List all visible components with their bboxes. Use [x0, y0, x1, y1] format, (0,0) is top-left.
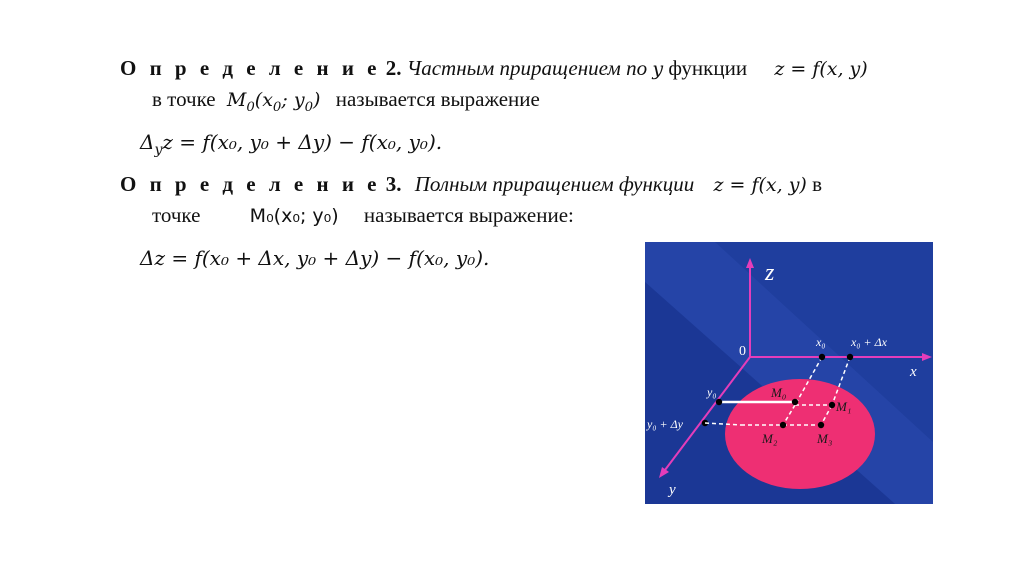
def2-equation: $\Delta_yz = f(x_0$, y₀ + Δy) − f(x₀, y₀).: [140, 130, 443, 158]
def3-line2-prefix: точке: [152, 203, 201, 227]
def2-var-y: y: [652, 58, 664, 80]
m2-dot: [780, 422, 786, 428]
def2-line2: [152, 87, 540, 115]
m3-dot: [818, 422, 824, 428]
m1-dot: [829, 402, 835, 408]
def2-line2-prefix: в точке: [152, 87, 216, 111]
def3-heading: О п р е д е л е н и е: [120, 172, 381, 196]
def3-line1: [120, 172, 822, 197]
label-z: z: [765, 260, 775, 286]
def3-line2: [152, 203, 574, 228]
label-y: y: [669, 482, 676, 498]
def3-equation: Δz = f(x₀ + Δx, y₀ + Δy) − f(x₀, y₀).: [140, 246, 490, 270]
def3-line2-suffix: называется выражение:: [363, 203, 574, 227]
def2-italic-text: Частным приращением по: [406, 56, 648, 80]
label-x0dx: x₀ + Δx: [851, 335, 887, 349]
increment-diagram: [645, 242, 933, 504]
label-m1: M₁: [836, 399, 852, 414]
label-m2: M₂: [762, 431, 778, 446]
label-m0: M₀: [771, 385, 787, 400]
x0dx-dot: [847, 354, 853, 360]
def2-func-word: функции: [668, 56, 748, 80]
def2-formula: z = f(x, y): [774, 58, 868, 80]
def3-number: 3.: [385, 172, 402, 196]
def2-number: 2.: [385, 56, 402, 80]
label-x0: x₀: [816, 335, 826, 349]
x0-dot: [819, 354, 825, 360]
label-origin: 0: [739, 344, 746, 359]
label-x: x: [910, 364, 917, 380]
m0-dot: [792, 399, 798, 405]
def2-line2-suffix: называется выражение: [335, 87, 540, 111]
def2-line1: [120, 56, 868, 81]
y0-dot: [716, 399, 722, 405]
def3-italic-text: Полным приращением функции: [414, 172, 695, 196]
def2-heading: О п р е д е л е н и е: [120, 56, 381, 80]
def3-in: в: [812, 172, 823, 196]
label-y0dy: y₀ + Δy: [647, 417, 683, 431]
label-y0: y₀: [707, 385, 717, 399]
label-m3: M₃: [817, 431, 833, 446]
def3-point: M₀(x₀; y₀): [249, 205, 339, 227]
def2-point: $M_0(x_0$; $y_0$): [226, 89, 321, 115]
def3-formula: z = f(x, y): [713, 174, 807, 196]
